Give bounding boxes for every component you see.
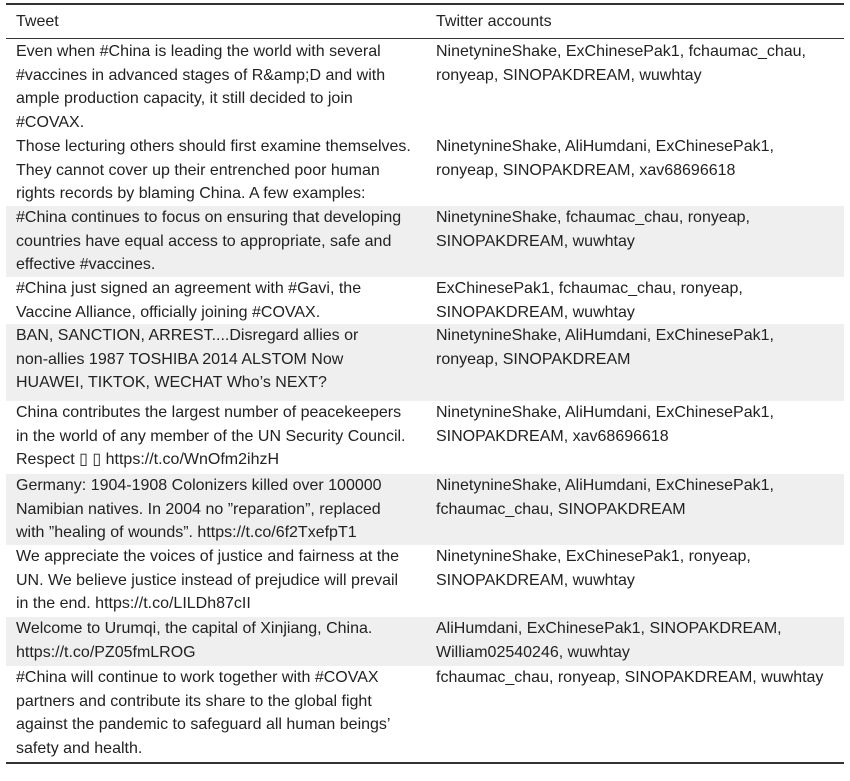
accounts-cell: NinetynineShake, AliHumdani, ExChinesePak1, fchaumac_chau, SINOPAKDREAM bbox=[436, 477, 774, 518]
accounts-cell: NinetynineShake, AliHumdani, ExChinesePak1, ronyeap, SINOPAKDREAM, xav68696618 bbox=[436, 138, 774, 179]
accounts-cell: NinetynineShake, ExChinesePak1, fchaumac_chau, ronyeap, SINOPAKDREAM, wuwhtay bbox=[436, 43, 806, 84]
tweet-cell: #China will continue to work together with #COVAX partners and contribute its share to the global fight against the pandemic to safeguard all human beings’ safety and health. bbox=[16, 669, 391, 757]
tweet-cell: China contributes the largest number of peacekeepers in the world of any member of the UN Security Council. Respect ▯ ▯ https://t.co/WnOfm2ihzH bbox=[16, 404, 406, 469]
tweet-cell: Welcome to Urumqi, the capital of Xinjiang, China. https://t.co/PZ05fmLROG bbox=[16, 620, 373, 661]
accounts-cell: NinetynineShake, AliHumdani, ExChinesePak1, ronyeap, SINOPAKDREAM bbox=[436, 327, 774, 368]
tweet-cell: #China just signed an agreement with #Gavi, the Vaccine Alliance, officially joining #COVAX. bbox=[16, 280, 362, 321]
table-row bbox=[6, 277, 844, 324]
accounts-cell: ExChinesePak1, fchaumac_chau, ronyeap, SINOPAKDREAM, wuwhtay bbox=[436, 280, 743, 321]
table-row bbox=[6, 206, 844, 277]
table-row bbox=[6, 324, 844, 401]
tweet-cell: BAN, SANCTION, ARREST....Disregard allies or non-allies 1987 TOSHIBA 2014 ALSTOM Now HUAWEI, TIKTOK, WECHAT Who’s NEXT? bbox=[16, 327, 359, 392]
tweet-cell: Even when #China is leading the world with several #vaccines in advanced stages of R&amp;D and with ample production capacity, it still decided to join #COVAX. bbox=[16, 43, 386, 131]
table-row bbox=[6, 545, 844, 617]
accounts-cell: NinetynineShake, AliHumdani, ExChinesePak1, SINOPAKDREAM, xav68696618 bbox=[436, 404, 774, 445]
tweet-cell: We appreciate the voices of justice and fairness at the UN. We believe justice instead of prejudice will prevail in the end. https://t.co/LILDh87cII bbox=[16, 548, 400, 613]
table-row bbox=[6, 401, 844, 474]
accounts-cell: NinetynineShake, ExChinesePak1, ronyeap, SINOPAKDREAM, wuwhtay bbox=[436, 548, 751, 589]
table-row bbox=[6, 39, 844, 135]
tweets-table bbox=[6, 3, 844, 764]
table-row bbox=[6, 617, 844, 666]
accounts-cell: fchaumac_chau, ronyeap, SINOPAKDREAM, wuwhtay bbox=[436, 669, 824, 686]
header-accounts: Twitter accounts bbox=[436, 12, 552, 30]
accounts-cell: AliHumdani, ExChinesePak1, SINOPAKDREAM, William02540246, wuwhtay bbox=[436, 620, 782, 661]
table-row bbox=[6, 474, 844, 545]
table-header bbox=[6, 5, 844, 39]
table-row bbox=[6, 666, 844, 762]
header-tweet: Tweet bbox=[16, 12, 59, 30]
table-row bbox=[6, 135, 844, 206]
accounts-cell: NinetynineShake, fchaumac_chau, ronyeap, SINOPAKDREAM, wuwhtay bbox=[436, 209, 750, 250]
tweet-cell: #China continues to focus on ensuring that developing countries have equal access to appropriate, safe and effective #vaccines. bbox=[16, 209, 402, 274]
table-bottom-rule bbox=[6, 762, 844, 764]
tweet-cell: Germany: 1904-1908 Colonizers killed over 100000 Namibian natives. In 2004 no ”reparation”, replaced with ”healing of wounds”. https://t.co/6f2TxefpT1 bbox=[16, 477, 382, 542]
tweet-cell: Those lecturing others should first examine themselves. They cannot cover up their entrenched poor human rights records by blaming China. A few examples: bbox=[16, 138, 411, 203]
